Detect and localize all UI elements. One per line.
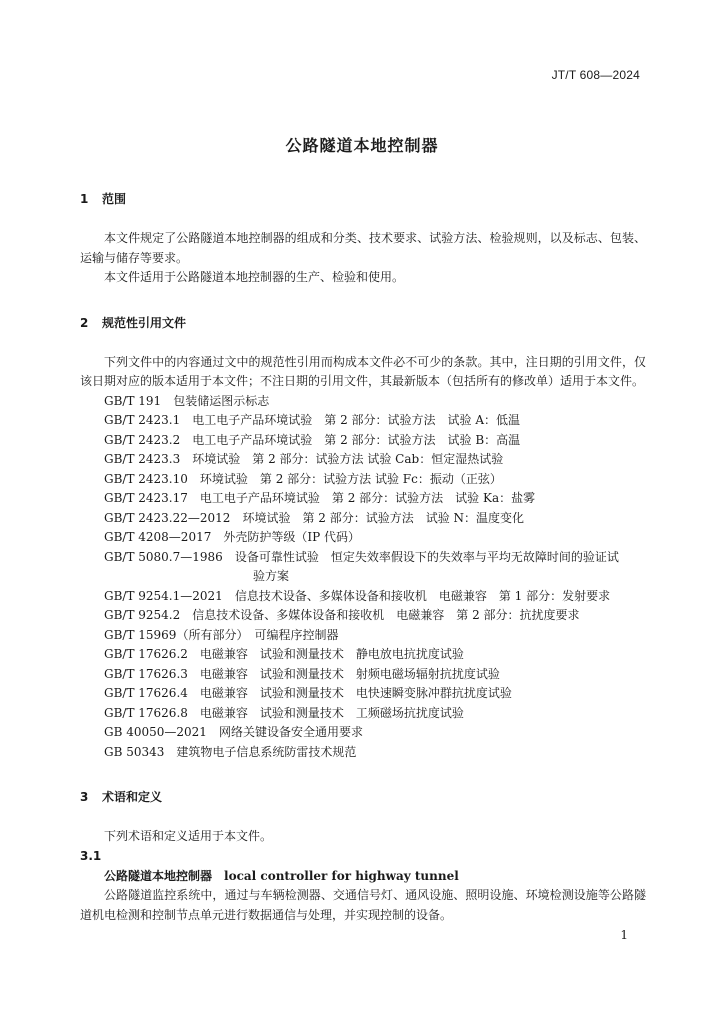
reference-item	[80, 431, 646, 451]
section-number: 2	[80, 315, 89, 330]
reference-code: GB/T 191	[104, 393, 162, 408]
reference-item	[80, 392, 646, 412]
section-number: 3	[80, 790, 89, 804]
section-title: 术语和定义	[102, 790, 163, 804]
reference-code: GB/T 5080.7—1986	[104, 549, 223, 564]
scope-paragraph-2: 本文件适用于公路隧道本地控制器的生产、检验和使用。	[104, 270, 405, 284]
references-intro: 下列文件中的内容通过文中的规范性引用而构成本文件必不可少的条款。其中，注日期的引用文件，仅该日期对应的版本适用于本文件；不注日期的引用文件，其最新版本（包括所有的修改单）适用于本文件。	[80, 354, 646, 388]
reference-code: GB/T 2423.3	[104, 452, 181, 466]
term-number: 3.1	[80, 848, 102, 863]
reference-code: GB/T 4208—2017	[104, 530, 212, 544]
reference-item	[80, 665, 646, 685]
section-1-heading	[80, 190, 646, 210]
reference-title: 信息技术设备、多媒体设备和接收机 电磁兼容 第 1 部分：发射要求	[234, 588, 611, 603]
reference-code: GB/T 2423.17	[104, 491, 188, 505]
term-name	[80, 867, 646, 887]
reference-code: GB/T 2423.10	[104, 471, 188, 486]
document-title: 公路隧道本地控制器	[285, 136, 439, 155]
reference-title: 电磁兼容 试验和测量技术 电快速瞬变脉冲群抗扰度试验	[199, 686, 512, 700]
reference-title: 环境试验 第 2 部分：试验方法 试验 N：温度变化	[242, 510, 525, 525]
reference-item	[80, 645, 646, 665]
reference-title: 电磁兼容 试验和测量技术 静电放电抗扰度试验	[199, 647, 464, 661]
reference-item	[80, 528, 646, 548]
term-name-en: local controller for highway tunnel	[224, 868, 459, 883]
reference-title: 可编程序控制器	[254, 627, 339, 642]
reference-code: GB 40050—2021	[104, 725, 207, 739]
reference-code: GB 50343	[104, 744, 165, 759]
reference-code: GB/T 17626.2	[104, 647, 188, 661]
reference-title: 外壳防护等级（IP 代码）	[223, 530, 360, 544]
reference-title: 电工电子产品环境试验 第 2 部分：试验方法 试验 B：高温	[192, 432, 521, 447]
document-body	[80, 190, 646, 925]
reference-code: GB/T 9254.1—2021	[104, 588, 223, 603]
section-2-heading	[80, 314, 646, 334]
reference-title: 设备可靠性试验 恒定失效率假设下的失效率与平均无故障时间的验证试	[234, 549, 619, 564]
reference-title: 信息技术设备、多媒体设备和接收机 电磁兼容 第 2 部分：抗扰度要求	[192, 608, 580, 622]
reference-title: 电工电子产品环境试验 第 2 部分：试验方法 试验 A：低温	[192, 413, 521, 427]
reference-title-continuation: 验方案	[253, 569, 290, 583]
reference-item	[80, 587, 646, 607]
term-definition: 公路隧道监控系统中，通过与车辆检测器、交通信号灯、通风设施、照明设施、环境检测设施等公路隧道机电检测和控制节点单元进行数据通信与处理，并实现控制的设备。	[80, 888, 646, 922]
reference-item	[80, 450, 646, 470]
page-number: 1	[620, 928, 628, 942]
normative-references-list	[80, 392, 646, 763]
reference-item	[80, 548, 646, 587]
reference-item	[80, 509, 646, 529]
reference-code: GB/T 9254.2	[104, 608, 181, 622]
term-name-cn: 公路隧道本地控制器	[104, 868, 213, 883]
reference-title: 包装储运图示标志	[173, 393, 270, 408]
reference-code: GB/T 17626.4	[104, 686, 188, 700]
section-title: 规范性引用文件	[102, 315, 187, 330]
reference-code: GB/T 2423.1	[104, 413, 181, 427]
scope-paragraph-1: 本文件规定了公路隧道本地控制器的组成和分类、技术要求、试验方法、检验规则，以及标志、包装、运输与储存等要求。	[80, 231, 646, 265]
reference-title: 环境试验 第 2 部分：试验方法 试验 Cab：恒定湿热试验	[192, 452, 504, 466]
reference-title: 网络关键设备安全通用要求	[218, 725, 363, 739]
section-title: 范围	[102, 192, 127, 206]
reference-title: 建筑物电子信息系统防雷技术规范	[176, 744, 357, 759]
terms-intro: 下列术语和定义适用于本文件。	[104, 829, 273, 843]
reference-item	[80, 743, 646, 763]
reference-code: GB/T 15969（所有部分）	[104, 627, 243, 642]
reference-code: GB/T 2423.2	[104, 432, 181, 447]
section-number: 1	[80, 192, 89, 206]
reference-code: GB/T 17626.8	[104, 705, 188, 720]
section-3-heading	[80, 788, 646, 808]
reference-title: 电磁兼容 试验和测量技术 工频磁场抗扰度试验	[199, 705, 464, 720]
reference-item	[80, 606, 646, 626]
reference-title: 电磁兼容 试验和测量技术 射频电磁场辐射抗扰度试验	[199, 666, 500, 681]
reference-item	[80, 411, 646, 431]
reference-item	[80, 470, 646, 490]
reference-item	[80, 704, 646, 724]
reference-item	[80, 684, 646, 704]
reference-title: 电工电子产品环境试验 第 2 部分：试验方法 试验 Ka：盐雾	[199, 491, 536, 505]
reference-code: GB/T 17626.3	[104, 666, 188, 681]
reference-item	[80, 489, 646, 509]
reference-item	[80, 626, 646, 646]
reference-code: GB/T 2423.22—2012	[104, 510, 231, 525]
reference-title: 环境试验 第 2 部分：试验方法 试验 Fc：振动（正弦）	[199, 471, 502, 486]
reference-item	[80, 723, 646, 743]
standard-code: JT/T 608—2024	[551, 68, 640, 82]
